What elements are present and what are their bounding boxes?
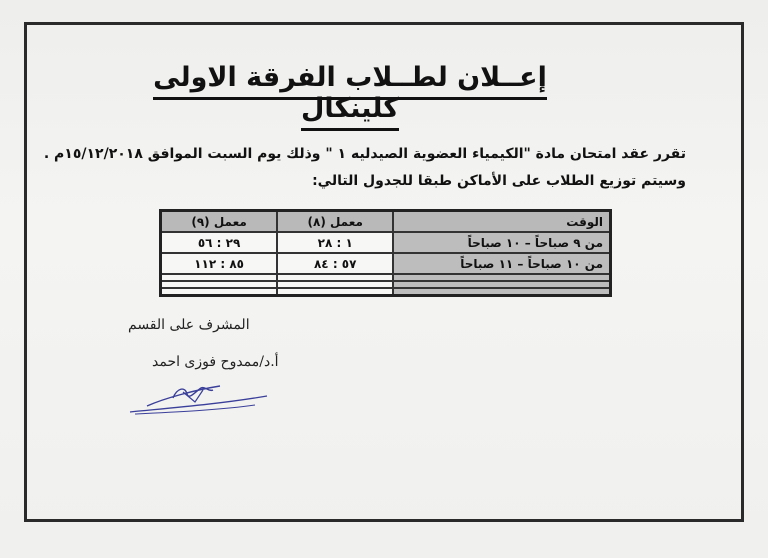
row-lab-8: ٥٧ : ٨٤ bbox=[277, 253, 393, 274]
handwritten-signature bbox=[125, 378, 275, 418]
distribution-note-line: وسيتم توزيع الطلاب على الأماكن طبقا للجدول التالي: bbox=[312, 173, 686, 189]
row-lab-9: ٨٥ : ١١٢ bbox=[161, 253, 278, 274]
schedule-table bbox=[159, 209, 612, 297]
table-row bbox=[161, 232, 611, 253]
row-time: من ٩ صباحاً – ١٠ صباحاً bbox=[393, 232, 610, 253]
empty-row bbox=[161, 288, 611, 296]
announcement-title bbox=[100, 62, 600, 124]
supervisor-name: أ.د/ممدوح فوزى احمد bbox=[152, 354, 279, 370]
empty-row bbox=[161, 274, 611, 281]
row-lab-8: ١ : ٢٨ bbox=[277, 232, 393, 253]
supervisor-title: المشرف على القسم bbox=[128, 317, 250, 333]
header-lab-9: معمل (٩) bbox=[161, 211, 278, 233]
title-text: إعــلان لطــلاب الفرقة الاولى كلينكال bbox=[153, 62, 547, 131]
table-row bbox=[161, 253, 611, 274]
header-time: الوقت bbox=[393, 211, 610, 233]
exam-announcement-line: تقرر عقد امتحان مادة "الكيمياء العضوية الصيدليه ١ " وذلك يوم السبت الموافق ١٥/١٢/٢٠١٨م . bbox=[43, 146, 686, 162]
empty-row bbox=[161, 281, 611, 288]
row-lab-9: ٢٩ : ٥٦ bbox=[161, 232, 278, 253]
table-header-row bbox=[161, 211, 611, 233]
header-lab-8: معمل (٨) bbox=[277, 211, 393, 233]
row-time: من ١٠ صباحاً – ١١ صباحاً bbox=[393, 253, 610, 274]
